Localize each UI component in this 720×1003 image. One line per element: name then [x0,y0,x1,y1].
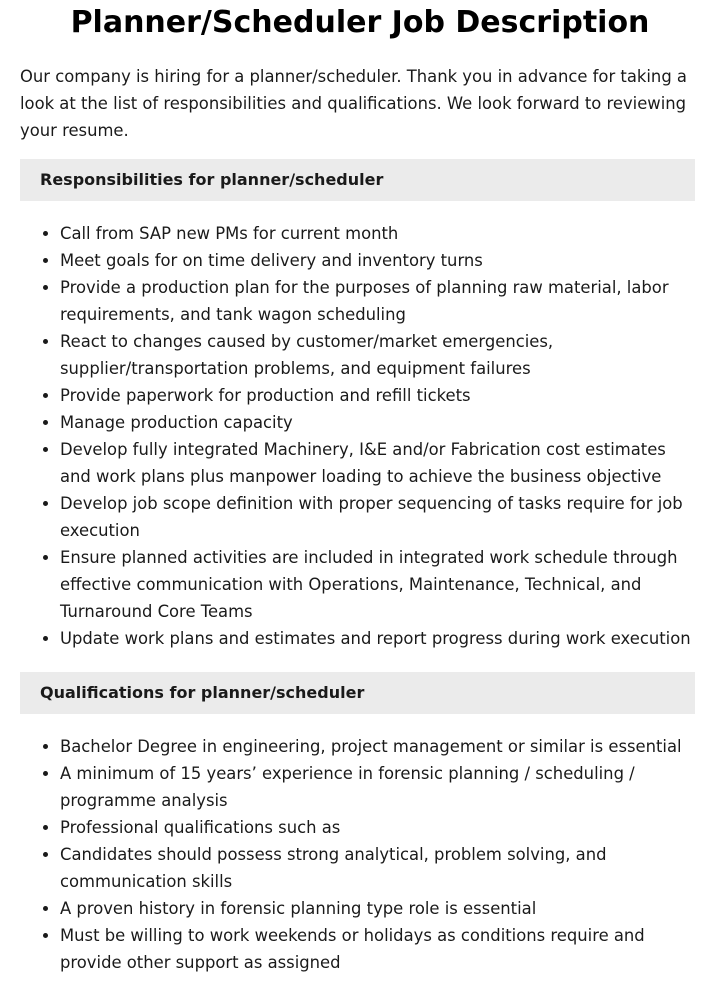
list-item: Professional qualifications such as [20,814,695,841]
intro-paragraph: Our company is hiring for a planner/scheduler. Thank you in advance for taking a look at the list of responsibilities and qualifications. We look forward to reviewing your resume. [20,67,687,140]
section-spacer [20,652,700,657]
list-item: A minimum of 15 years’ experience in forensic planning / scheduling / programme analysis [20,760,695,814]
list-item: Provide paperwork for production and refill tickets [20,382,695,409]
qualifications-list [20,733,695,976]
list-item: Candidates should possess strong analytical, problem solving, and communication skills [20,841,695,895]
list-item: Develop job scope definition with proper sequencing of tasks require for job execution [20,490,695,544]
list-item: Must be willing to work weekends or holidays as conditions require and provide other support as assigned [20,922,695,976]
list-item: Ensure planned activities are included in integrated work schedule through effective communication with Operations, Maintenance, Technical, and Turnaround Core Teams [20,544,695,625]
responsibilities-heading: Responsibilities for planner/scheduler [20,159,695,201]
list-item: Meet goals for on time delivery and inventory turns [20,247,695,274]
list-item: Provide a production plan for the purposes of planning raw material, labor requirements, and tank wagon scheduling [20,274,695,328]
list-item: Manage production capacity [20,409,695,436]
qualifications-heading: Qualifications for planner/scheduler [20,672,695,714]
page-title: Planner/Scheduler Job Description [70,5,650,40]
list-item: A proven history in forensic planning type role is essential [20,895,695,922]
list-item: Bachelor Degree in engineering, project management or similar is essential [20,733,695,760]
list-item: Develop fully integrated Machinery, I&E and/or Fabrication cost estimates and work plans plus manpower loading to achieve the business objective [20,436,695,490]
list-item: Call from SAP new PMs for current month [20,220,695,247]
list-item: React to changes caused by customer/market emergencies, supplier/transportation problems, and equipment failures [20,328,695,382]
list-item: Update work plans and estimates and report progress during work execution [20,625,695,652]
responsibilities-list [20,220,695,652]
